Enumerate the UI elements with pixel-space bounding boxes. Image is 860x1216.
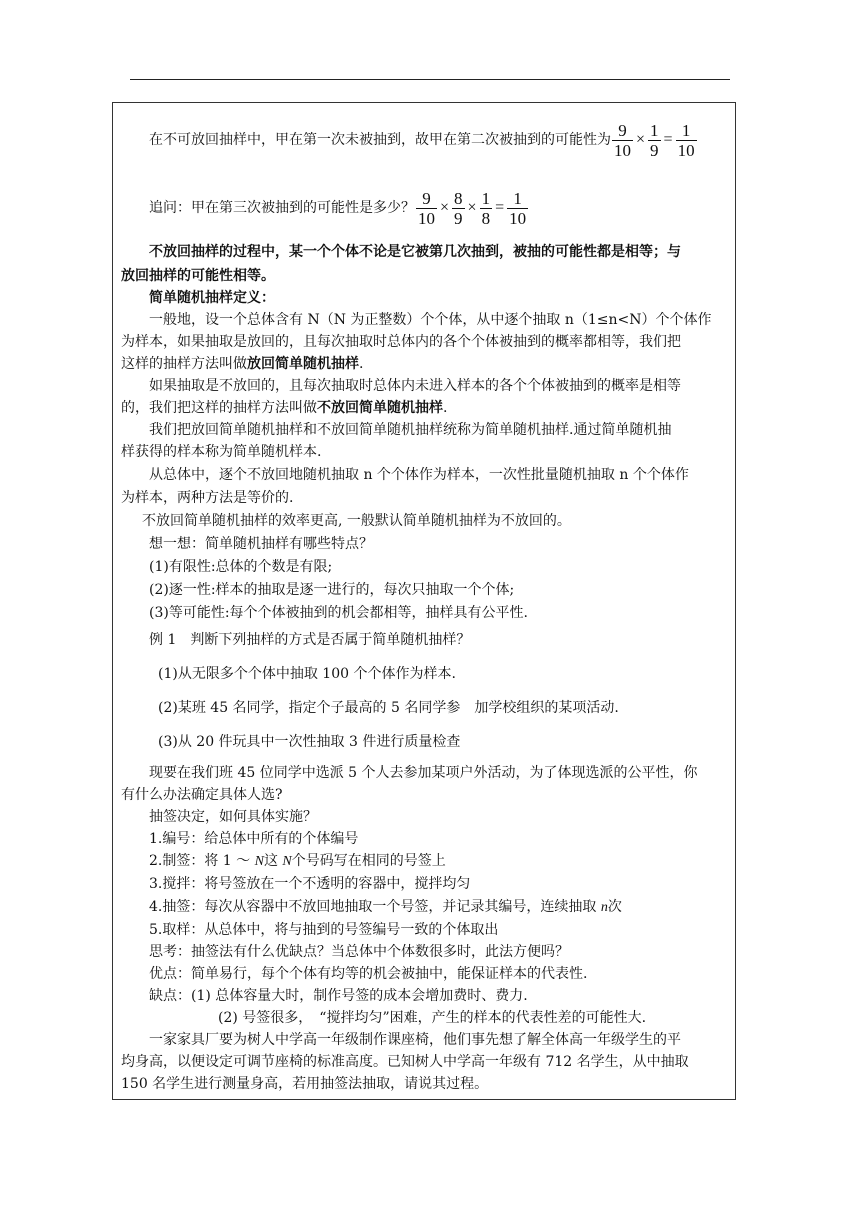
fraction: $\frac{9}{10}$ — [614, 120, 631, 160]
header-rule — [130, 79, 730, 80]
para-text: 追问：甲在第三次被抽到的可能性是多少？ — [149, 200, 415, 216]
step-item: 2.制签：将 1 ～ N这 N个号码写在相同的号签上 — [149, 853, 446, 869]
fraction: $\frac{8}{9}$ — [454, 188, 463, 228]
class-question-line1: 现要在我们班 45 位同学中选派 5 个人去参加某项户外活动，为了体现选派的公平性，你 — [149, 765, 698, 781]
step-item: 1.编号：给总体中所有的个体编号 — [149, 831, 359, 847]
bold-conclusion-line2: 放回抽样的可能性相等。 — [121, 268, 275, 284]
efficiency-note: 不放回简单随机抽样的效率更高, 一般默认简单随机抽样为不放回的。 — [142, 513, 571, 529]
step-item: 3.搅拌：将号签放在一个不透明的容器中，搅拌均匀 — [149, 876, 471, 892]
probability-third-draw: 追问：甲在第三次被抽到的可能性是多少？ $\frac{9}{10}$ × $\frac{8}{9}$ × $\frac{1}{8}$ = $\frac{1}{10}$ — [149, 188, 527, 228]
nonreturn-line2: 的，我们把这样的抽样方法叫做不放回简单随机抽样. — [121, 400, 448, 416]
fraction: $\frac{1}{9}$ — [650, 120, 659, 160]
definition-line3: 这样的抽样方法叫做放回简单随机抽样. — [121, 356, 364, 372]
class-question-line2: 有什么办法确定具体人选? — [121, 787, 283, 803]
final-question-line1: 一家家具厂要为树人中学高一年级制作课座椅，他们事先想了解全体高一年级学生的平 — [149, 1032, 681, 1048]
nonreturn-line1: 如果抽取是不放回的，且每次抽取时总体内未进入样本的各个个体被抽到的概率是相等 — [149, 378, 681, 394]
step-item: 5.取样：从总体中，将与抽到的号签编号一致的个体取出 — [149, 922, 499, 938]
fraction: $\frac{1}{10}$ — [509, 188, 527, 228]
combined-line1: 我们把放回简单随机抽样和不放回简单随机抽样统称为简单随机抽样.通过简单随机抽 — [149, 422, 672, 438]
example-item: (2)某班 45 名同学，指定个子最高的 5 名同学参 加学校组织的某项活动. — [158, 700, 619, 716]
pros-text: 优点：简单易行，每个个体有均等的机会被抽中，能保证样本的代表性. — [149, 966, 588, 982]
bold-conclusion-line1: 不放回抽样的过程中，某一个个体不论是它被第几次抽到，被抽的可能性都是相等；与 — [149, 244, 681, 260]
feature-item: (3)等可能性:每个个体被抽到的机会都相等，抽样具有公平性. — [149, 605, 528, 621]
probability-second-draw: 在不可放回抽样中，甲在第一次未被抽到，故甲在第二次被抽到的可能性为 $\frac{9}{10}$ × $\frac{1}{9}$ = $\frac{1}{10}$ — [149, 120, 695, 160]
step-item: 4.抽签：每次从容器中不放回地抽取一个号签，并记录其编号，连续抽取 n次 — [149, 899, 622, 915]
fraction: $\frac{1}{8}$ — [481, 188, 491, 228]
definition-line2: 为样本，如果抽取是放回的，且每次抽取时总体内的各个个体被抽到的概率都相等，我们把 — [121, 334, 681, 350]
cons-text-2: (2) 号签很多， “搅拌均匀”困难，产生的样本的代表性差的可能性大. — [218, 1010, 647, 1026]
feature-item: (2)逐一性:样本的抽取是逐一进行的，每次只抽取一个个体; — [149, 582, 515, 598]
para-text: 在不可放回抽样中，甲在第一次未被抽到，故甲在第二次被抽到的可能性为 — [149, 132, 611, 148]
lottery-title: 抽签决定，如何具体实施？ — [149, 809, 317, 825]
think-title: 想一想：简单随机抽样有哪些特点？ — [149, 536, 373, 552]
final-question-line3: 150 名学生进行测量身高，若用抽签法抽取，请说其过程。 — [121, 1076, 489, 1092]
combined-line2: 样获得的样本称为简单随机样本. — [121, 444, 322, 460]
example-item: (1)从无限多个个体中抽取 100 个个体作为样本. — [158, 666, 456, 682]
fraction: $\frac{1}{10}$ — [677, 120, 695, 160]
definition-line1: 一般地，设一个总体含有 N（N 为正整数）个个体，从中逐个抽取 n（1≤n<N）个个体作 — [149, 312, 712, 328]
think-question: 思考：抽签法有什么优缺点？当总体中个体数很多时，此法方便吗？ — [149, 944, 569, 960]
cons-text-1: 缺点：(1) 总体容量大时，制作号签的成本会增加费时、费力. — [149, 988, 528, 1004]
equivalence-line1: 从总体中，逐个不放回地随机抽取 n 个个体作为样本，一次性批量随机抽取 n 个个体作 — [149, 467, 689, 483]
feature-item: (1)有限性:总体的个数是有限; — [149, 559, 333, 575]
final-question-line2: 均身高，以便设定可调节座椅的标准高度。已知树人中学高一年级有 712 名学生，从中抽取 — [121, 1054, 689, 1070]
definition-title: 简单随机抽样定义： — [149, 290, 275, 306]
example-item: (3)从 20 件玩具中一次性抽取 3 件进行质量检查 — [158, 734, 461, 750]
equivalence-line2: 为样本，两种方法是等价的. — [121, 490, 294, 506]
fraction: $\frac{9}{10}$ — [418, 188, 435, 228]
example-title: 例 1 判断下列抽样的方式是否属于简单随机抽样？ — [149, 632, 471, 648]
